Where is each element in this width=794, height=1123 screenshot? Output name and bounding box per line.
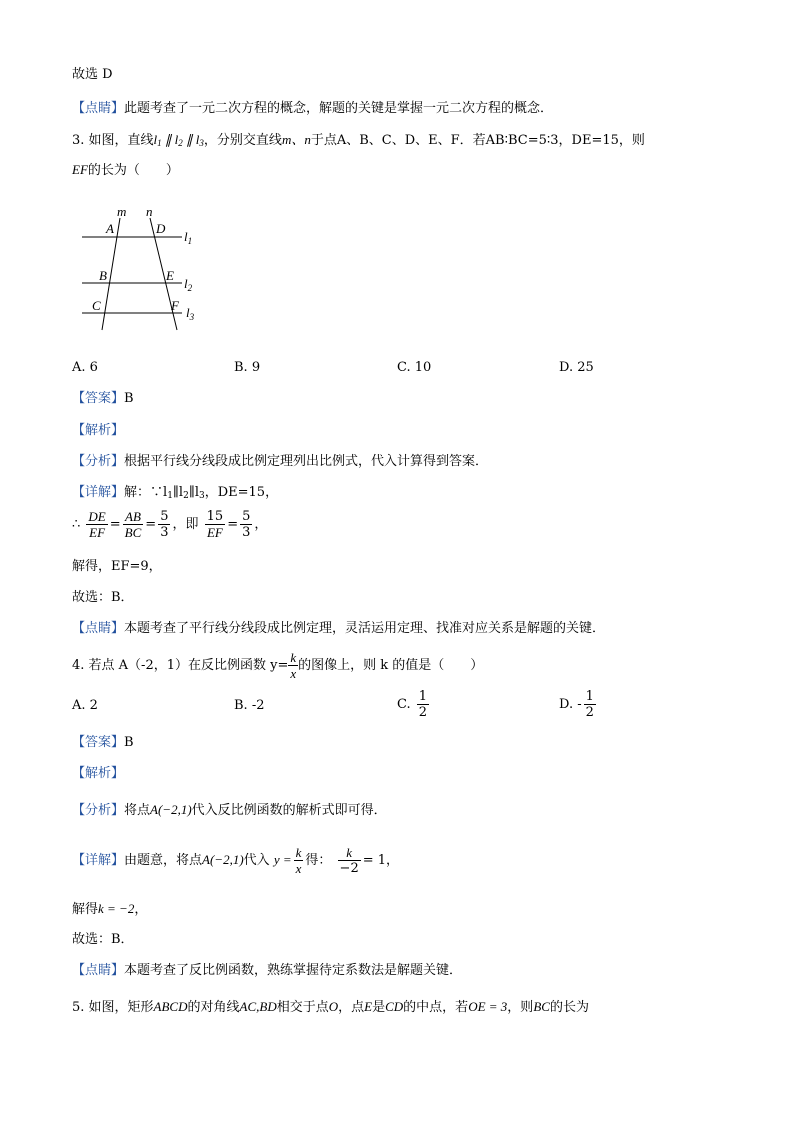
label-m: m — [117, 204, 127, 219]
q3-stem-line2 — [72, 161, 179, 180]
label-f: F — [171, 298, 179, 313]
answer-tag: 【答案】 — [72, 391, 125, 406]
comment-tag: 【点睛】 — [72, 101, 125, 116]
q3-mn: m、n — [281, 132, 311, 147]
q3-option-d: D. 25 — [559, 360, 594, 375]
comment-text: 此题考查了一元二次方程的概念，解题的关键是掌握一元二次方程的概念． — [124, 101, 554, 116]
q3-analysis-tag: 【解析】 — [72, 423, 125, 438]
q3-fenxi: 【分析】根据平行线分线段成比例定理列出比例式，代入计算得到答案． — [72, 454, 489, 469]
q3-lines-notation: $l_1$ ∥ $l_2$ ∥ $l_3$ — [153, 132, 204, 148]
q5-stem: 5. 如图，矩形ABCD的对角线AC,BD相交于点O，点E是CD的中点，若OE = 3，则BC的长为 — [72, 999, 589, 1015]
q4-solve: 解得k = −2， — [72, 901, 148, 917]
q3-stem-post: 于点A、B、C、D、E、F．若 — [310, 133, 486, 148]
q3-stem-line1 — [72, 131, 645, 152]
q4-comment: 【点睛】本题考查了反比例函数，熟练掌握待定系数法是解题关键． — [72, 963, 463, 978]
q3-figure — [72, 200, 212, 340]
q3-stem-rest: 的长为（ ） — [87, 163, 179, 178]
label-n: n — [146, 204, 153, 219]
q4-option-b: B. -2 — [234, 698, 265, 713]
answer-value: B — [124, 391, 134, 406]
label-l1: $l_1$ — [184, 229, 193, 246]
q3-option-c: C. 10 — [397, 360, 432, 375]
q3-stem-mid: ，分别交直线 — [203, 133, 282, 148]
q3-option-a: A. 6 — [72, 360, 98, 375]
label-d: D — [156, 221, 166, 236]
q4-choose: 故选：B． — [72, 932, 134, 947]
q3-ratio: AB∶BC=5∶3，DE=15，则 — [485, 133, 645, 148]
q4-option-c: C. $\frac{1}{2}$ — [397, 689, 428, 720]
q4-detail: 【详解】由题意，将点A(−2,1)代入 y = $\frac{k}{x}$ 得： $\frac{k}{-2}$ = 1， — [72, 845, 400, 876]
q3-solve: 解得，EF=9， — [72, 559, 162, 574]
q3-option-b: B. 9 — [234, 360, 261, 375]
q4-answer: 【答案】B — [72, 735, 134, 750]
q3-comment: 【点睛】本题考查了平行线分线段成比例定理，灵活运用定理、找准对应关系是解题的关键． — [72, 621, 606, 636]
label-a: A — [106, 221, 114, 236]
label-l2: $l_2$ — [184, 276, 193, 293]
q4-option-a: A. 2 — [72, 698, 98, 713]
label-b: B — [99, 268, 107, 283]
q3-detail: 【详解】解：$\because l_1\parallel l_2\parallel l_3$，DE=15， — [72, 485, 279, 501]
label-l3: $l_3$ — [186, 305, 195, 322]
label-e: E — [166, 268, 174, 283]
q3-answer — [72, 390, 134, 408]
q3-proportion: ∴ $\frac{DE}{EF}$ = $\frac{AB}{BC}$ = $\frac{5}{3}$ ，即 $\frac{15}{EF}$ = $\frac{5}{3}$ ， — [72, 509, 268, 540]
label-c: C — [92, 298, 101, 313]
q4-fenxi: 【分析】将点A(−2,1)代入反比例函数的解析式即可得． — [72, 802, 387, 818]
prev-comment — [72, 100, 553, 118]
q3-stem-pre: 3. 如图，直线 — [72, 133, 154, 148]
prev-answer-line: 故选 D — [72, 67, 113, 82]
q3-ef: EF — [72, 162, 88, 177]
q4-analysis-tag: 【解析】 — [72, 766, 125, 781]
q4-option-d: D. - $\frac{1}{2}$ — [559, 689, 594, 720]
q4-stem: 4. 若点 A（-2，1）在反比例函数 y= $\frac{k}{x}$ 的图像上，则 k 的值是（ ） — [72, 650, 484, 681]
q3-choose: 故选：B． — [72, 590, 134, 605]
